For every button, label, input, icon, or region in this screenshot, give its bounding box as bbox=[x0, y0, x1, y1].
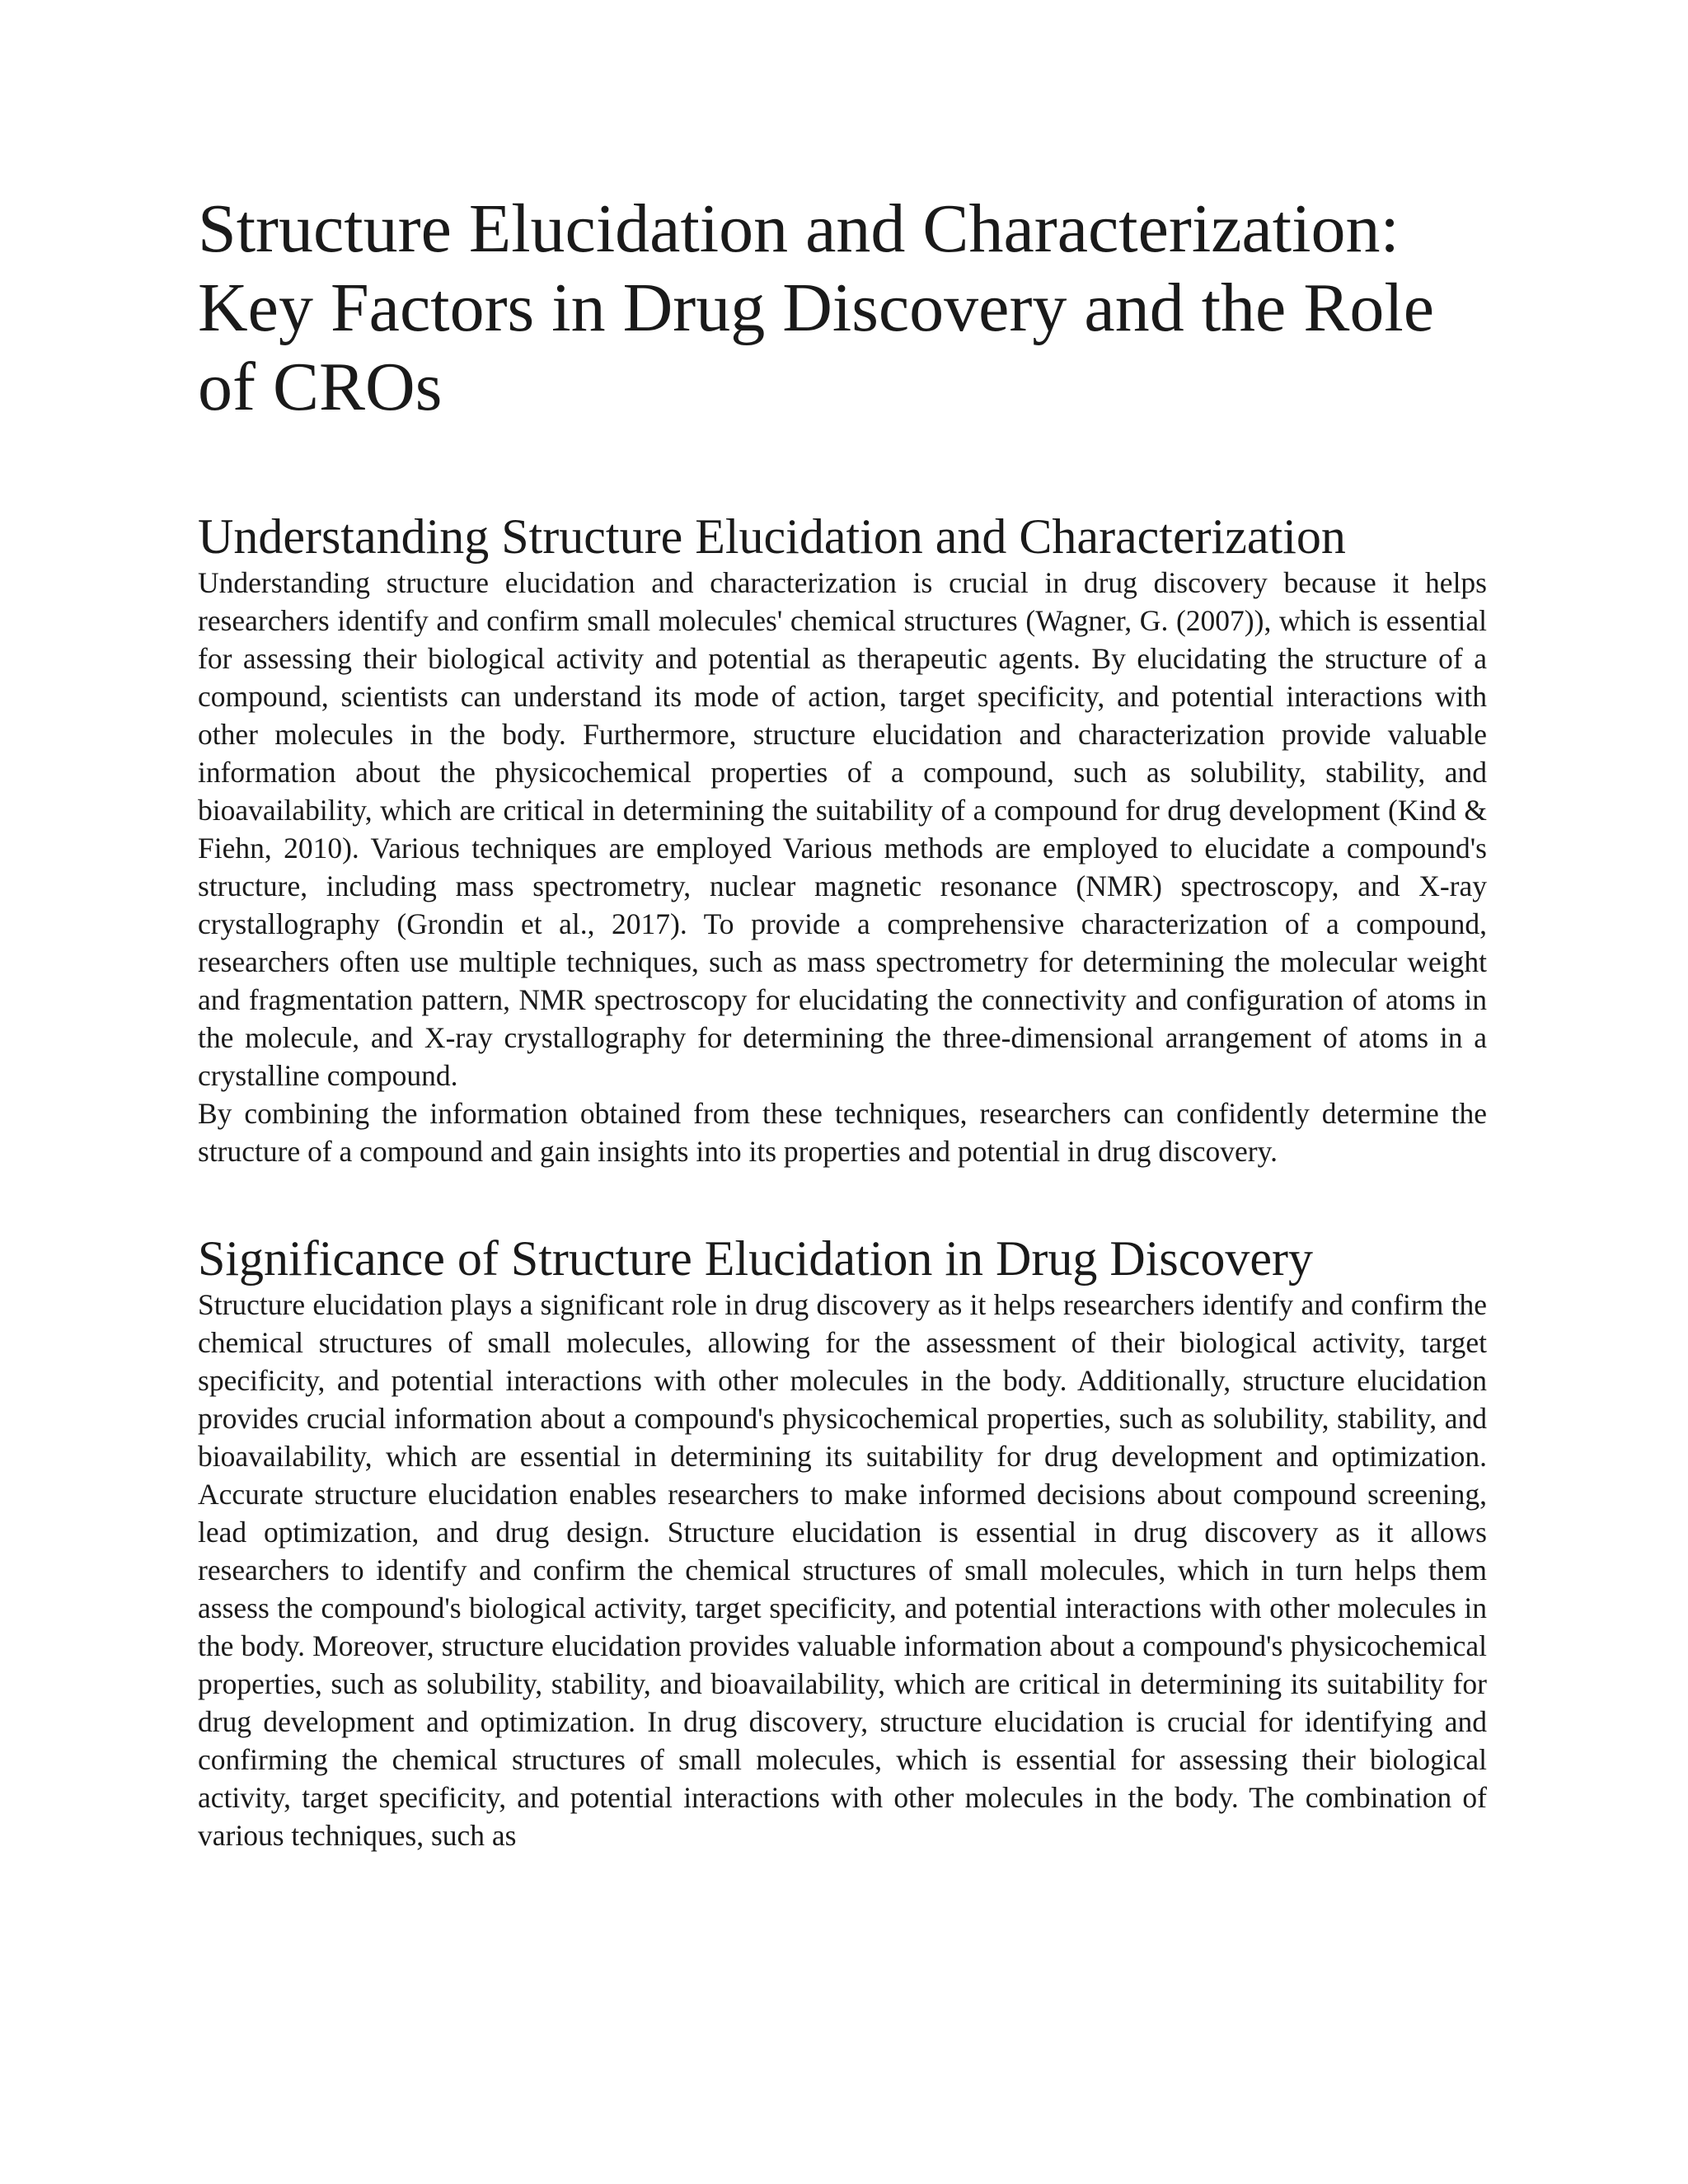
section-heading: Significance of Structure Elucidation in Drug Discovery bbox=[198, 1231, 1313, 1286]
document-page bbox=[198, 190, 1487, 1854]
section-paragraph: By combining the information obtained from these techniques, researchers can confidently determine the structure of a compound and gain insights into its properties and potential in drug discovery. bbox=[198, 1097, 1487, 1168]
section-heading: Understanding Structure Elucidation and Characterization bbox=[198, 509, 1346, 564]
section-understanding bbox=[198, 509, 1487, 1170]
section-paragraph: Structure elucidation plays a significant role in drug discovery as it helps researchers identify and confirm the chemical structures of small molecules, allowing for the assessment of their biological activity, target specificity, and potential interactions with other molecules in the body. Additionally, structure elucidation provides crucial information about a compound's physicochemical properties, such as solubility, stability, and bioavailability, which are essential in determining its suitability for drug development and optimization. Accurate structure elucidation enables researchers to make informed decisions about compound screening, lead optimization, and drug design. Structure elucidation is essential in drug discovery as it allows researchers to identify and confirm the chemical structures of small molecules, which in turn helps them assess the compound's biological activity, target specificity, and potential interactions with other molecules in the body. Moreover, structure elucidation provides valuable information about a compound's physicochemical properties, such as solubility, stability, and bioavailability, which are critical in determining its suitability for drug development and optimization. In drug discovery, structure elucidation is crucial for identifying and confirming the chemical structures of small molecules, which is essential for assessing their biological activity, target specificity, and potential interactions with other molecules in the body. The combination of various techniques, such as bbox=[198, 1288, 1487, 1852]
section-significance bbox=[198, 1231, 1487, 1854]
document-title: Structure Elucidation and Characterization: Key Factors in Drug Discovery and the Role of CROs bbox=[198, 190, 1434, 425]
section-paragraph: Understanding structure elucidation and characterization is crucial in drug discovery because it helps researchers identify and confirm small molecules' chemical structures (Wagner, G. (2007)), which is essential for assessing their biological activity and potential as therapeutic agents. By elucidating the structure of a compound, scientists can understand its mode of action, target specificity, and potential interactions with other molecules in the body. Furthermore, structure elucidation and characterization provide valuable information about the physicochemical properties of a compound, such as solubility, stability, and bioavailability, which are critical in determining the suitability of a compound for drug development (Kind & Fiehn, 2010). Various techniques are employed Various methods are employed to elucidate a compound's structure, including mass spectrometry, nuclear magnetic resonance (NMR) spectroscopy, and X-ray crystallography (Grondin et al., 2017). To provide a comprehensive characterization of a compound, researchers often use multiple techniques, such as mass spectrometry for determining the molecular weight and fragmentation pattern, NMR spectroscopy for elucidating the connectivity and configuration of atoms in the molecule, and X-ray crystallography for determining the three-dimensional arrangement of atoms in a crystalline compound. bbox=[198, 566, 1487, 1092]
